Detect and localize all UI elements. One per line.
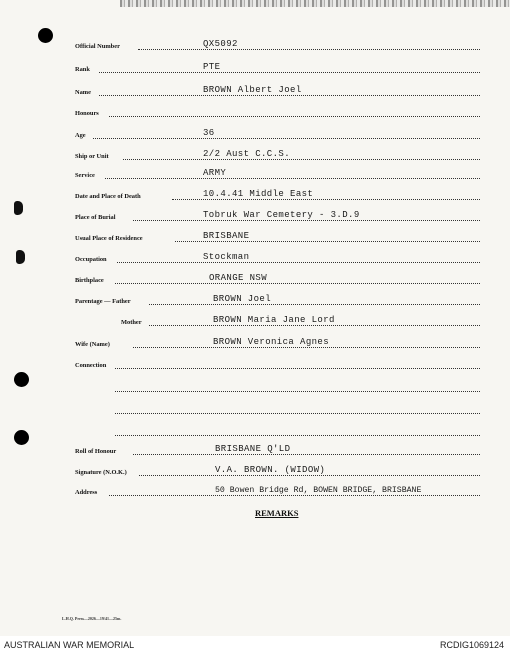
roll-of-honour-label: Roll of Honour bbox=[75, 448, 117, 455]
name-value: BROWN Albert Joel bbox=[203, 85, 302, 95]
usual-residence-label: Usual Place of Residence bbox=[75, 235, 143, 242]
birthplace-label: Birthplace bbox=[75, 277, 104, 284]
remarks-heading: REMARKS bbox=[255, 508, 299, 518]
address-value: 50 Bowen Bridge Rd, BOWEN BRIDGE, BRISBANE bbox=[215, 486, 422, 495]
official-number-value: QX5092 bbox=[203, 39, 238, 49]
ship-or-unit-value: 2/2 Aust C.C.S. bbox=[203, 149, 291, 159]
honours-label: Honours bbox=[75, 110, 99, 117]
rank-value: PTE bbox=[203, 62, 221, 72]
father-value: BROWN Joel bbox=[213, 294, 272, 304]
fastener-mark bbox=[16, 250, 25, 264]
occupation-value: Stockman bbox=[203, 252, 250, 262]
wife-value: BROWN Veronica Agnes bbox=[213, 337, 330, 347]
ship-or-unit-label: Ship or Unit bbox=[75, 153, 109, 160]
birthplace-value: ORANGE NSW bbox=[209, 273, 268, 283]
father-label: Parentage — Father bbox=[75, 298, 131, 305]
punch-hole bbox=[38, 28, 53, 43]
footer-source: AUSTRALIAN WAR MEMORIAL bbox=[4, 640, 135, 650]
service-label: Service bbox=[75, 172, 95, 179]
signature-value: V.A. BROWN. (WIDOW) bbox=[215, 465, 326, 475]
mother-label: Mother bbox=[121, 319, 142, 326]
roll-of-honour-value: BRISBANE Q'LD bbox=[215, 444, 291, 454]
date-place-death-label: Date and Place of Death bbox=[75, 193, 141, 200]
occupation-label: Occupation bbox=[75, 256, 107, 263]
name-label: Name bbox=[75, 89, 91, 96]
punch-hole bbox=[14, 430, 29, 445]
date-place-death-value: 10.4.41 Middle East bbox=[203, 189, 314, 199]
usual-residence-value: BRISBANE bbox=[203, 231, 250, 241]
form-code: L.H.Q. Press—2026—19/41—25m. bbox=[62, 616, 122, 621]
footer-record-id: RCDIG1069124 bbox=[439, 640, 504, 650]
wife-label: Wife (Name) bbox=[75, 341, 110, 348]
connection-label: Connection bbox=[75, 362, 107, 369]
age-label: Age bbox=[75, 132, 86, 139]
fastener-mark bbox=[14, 201, 23, 215]
punch-hole bbox=[14, 372, 29, 387]
service-value: ARMY bbox=[203, 168, 227, 178]
age-value: 36 bbox=[203, 128, 215, 138]
rank-label: Rank bbox=[75, 66, 90, 73]
footer-bar bbox=[0, 638, 510, 654]
mother-value: BROWN Maria Jane Lord bbox=[213, 315, 335, 325]
place-of-burial-value: Tobruk War Cemetery - 3.D.9 bbox=[203, 210, 360, 220]
place-of-burial-label: Place of Burial bbox=[75, 214, 116, 221]
address-label: Address bbox=[75, 489, 98, 496]
signature-label: Signature (N.O.K.) bbox=[75, 469, 127, 476]
official-number-label: Official Number bbox=[75, 43, 120, 50]
scan-edge-artifact bbox=[120, 0, 510, 7]
